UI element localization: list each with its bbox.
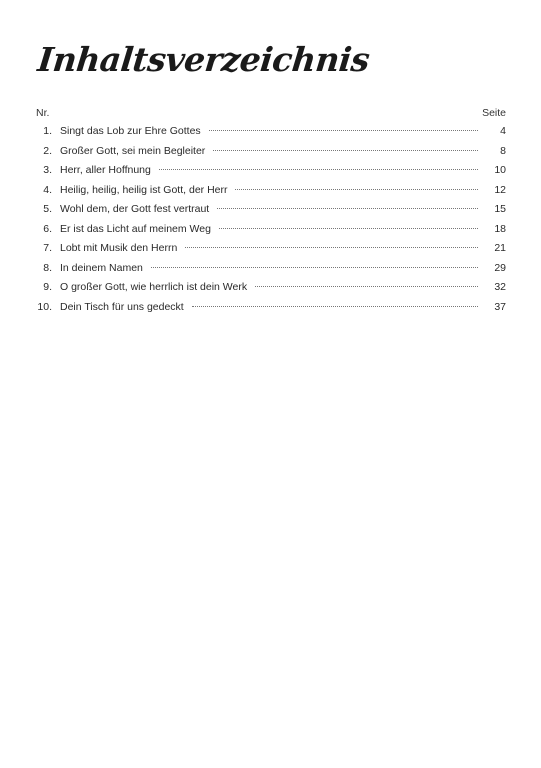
- dot-leader: [235, 189, 478, 190]
- toc-header: [36, 104, 506, 122]
- toc-entry-number: 10.: [37, 300, 52, 313]
- toc-entry-title: Er ist das Licht auf meinem Weg: [60, 222, 211, 235]
- toc-entry-title: Wohl dem, der Gott fest vertraut: [60, 203, 210, 215]
- toc-entry-page: 29: [494, 261, 506, 274]
- toc-entry-page: 37: [494, 300, 506, 313]
- toc-entry-page: 21: [494, 242, 506, 254]
- toc-entry-title: Dein Tisch für uns gedeckt: [60, 300, 184, 313]
- toc-entry-title: Großer Gott, sei mein Begleiter: [60, 144, 206, 157]
- dot-leader: [209, 130, 478, 131]
- page-title: Inhaltsverzeichnis: [35, 40, 372, 79]
- dot-leader: [185, 247, 478, 248]
- toc-entry-page: 32: [494, 281, 506, 293]
- toc-entry[interactable]: [36, 220, 506, 240]
- dot-leader: [255, 286, 478, 287]
- toc-entry-page: 4: [500, 125, 506, 137]
- toc-entry-title: Lobt mit Musik den Herrn: [60, 242, 178, 254]
- toc-entry-page: 12: [494, 183, 506, 196]
- toc-entry[interactable]: [36, 239, 506, 259]
- toc-entry-number: 9.: [43, 281, 52, 293]
- dot-leader: [219, 228, 478, 229]
- dot-leader: [192, 306, 478, 307]
- toc-entry[interactable]: [36, 122, 506, 142]
- toc-entry-page: 10: [494, 164, 506, 176]
- toc-entry-title: Herr, aller Hoffnung: [60, 164, 151, 176]
- dot-leader: [213, 150, 478, 151]
- toc-entry-number: 7.: [43, 242, 52, 254]
- toc-entry-number: 2.: [43, 144, 52, 157]
- toc-entry-number: 8.: [43, 261, 52, 274]
- dot-leader: [151, 267, 478, 268]
- toc-entry-number: 6.: [43, 222, 52, 235]
- toc-header-page: Seite: [482, 107, 506, 119]
- toc-entry-number: 3.: [43, 164, 52, 176]
- toc-entry[interactable]: [36, 181, 506, 201]
- toc-entry-title: In deinem Namen: [60, 261, 143, 274]
- toc-entry-title: O großer Gott, wie herrlich ist dein Werk: [60, 281, 248, 293]
- toc-entry[interactable]: [36, 278, 506, 298]
- toc-entry-page: 8: [500, 144, 506, 157]
- toc-entry-number: 5.: [43, 203, 52, 215]
- toc-entry[interactable]: [36, 161, 506, 181]
- toc-entry-number: 1.: [43, 125, 52, 137]
- table-of-contents: [36, 104, 506, 317]
- toc-entry-title: Singt das Lob zur Ehre Gottes: [60, 125, 201, 137]
- toc-entry-title: Heilig, heilig, heilig ist Gott, der Herr: [60, 183, 228, 196]
- toc-entry[interactable]: [36, 259, 506, 279]
- toc-entry[interactable]: [36, 142, 506, 162]
- toc-entry-page: 15: [494, 203, 506, 215]
- dot-leader: [159, 169, 478, 170]
- toc-entry[interactable]: [36, 200, 506, 220]
- dot-leader: [217, 208, 478, 209]
- toc-entry-number: 4.: [43, 183, 52, 196]
- toc-entry-page: 18: [494, 222, 506, 235]
- toc-header-number: Nr.: [36, 107, 50, 119]
- toc-entry[interactable]: [36, 298, 506, 318]
